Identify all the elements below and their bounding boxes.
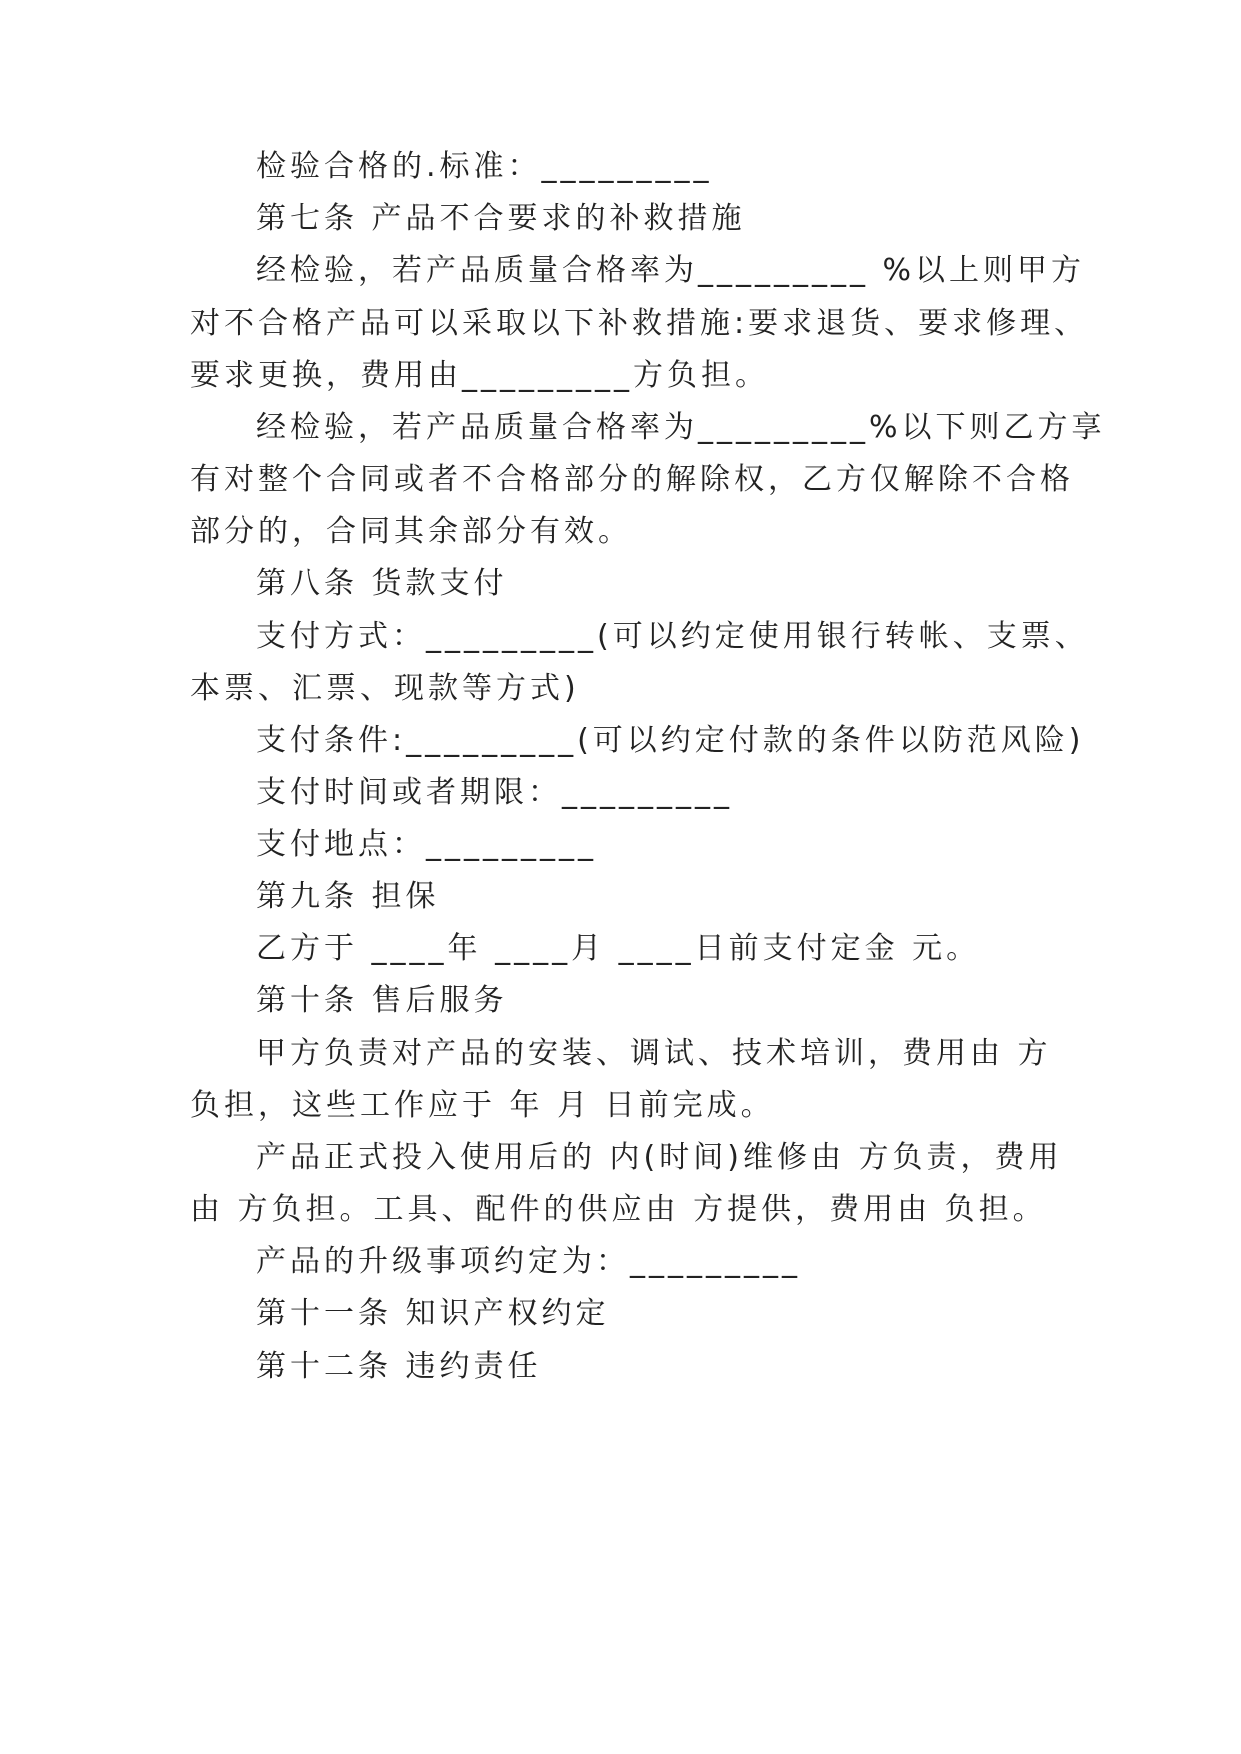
section-heading-10: 第十条 售后服务 — [256, 983, 508, 1018]
section-heading-11: 第十一条 知识产权约定 — [256, 1296, 610, 1331]
text-line: 对不合格产品可以采取以下补救措施:要求退货、要求修理、 — [190, 306, 1089, 341]
text-line: 有对整个合同或者不合格部分的解除权，乙方仅解除不合格 — [190, 462, 1074, 497]
text-line: 由 方负担。工具、配件的供应由 方提供，费用由 负担。 — [190, 1192, 1047, 1227]
text-line: 经检验，若产品质量合格率为_________%以下则乙方享 — [256, 410, 1106, 445]
text-line: 乙方于 ____年 ____月 ____日前支付定金 元。 — [256, 931, 981, 966]
text-line: 本票、汇票、现款等方式) — [190, 671, 580, 706]
text-line: 部分的，合同其余部分有效。 — [190, 514, 632, 549]
text-line: 支付地点：_________ — [256, 827, 597, 862]
text-line: 产品正式投入使用后的 内(时间)维修由 方负责，费用 — [256, 1140, 1063, 1175]
section-heading-12: 第十二条 违约责任 — [256, 1349, 542, 1384]
text-line: 支付时间或者期限：_________ — [256, 775, 733, 810]
text-line: 产品的升级事项约定为：_________ — [256, 1244, 801, 1279]
text-line: 甲方负责对产品的安装、调试、技术培训，费用由 方 — [256, 1036, 1052, 1071]
text-line: 经检验，若产品质量合格率为_________ %以上则甲方 — [256, 253, 1086, 288]
text-line: 要求更换，费用由_________方负担。 — [190, 358, 769, 393]
text-line: 支付条件:_________(可以约定付款的条件以防范风险) — [256, 723, 1085, 758]
text-line: 支付方式：_________(可以约定使用银行转帐、支票、 — [256, 619, 1089, 654]
section-heading-8: 第八条 货款支付 — [256, 566, 508, 601]
text-line: 负担，这些工作应于 年 月 日前完成。 — [190, 1088, 775, 1123]
section-heading-9: 第九条 担保 — [256, 879, 440, 914]
text-line: 检验合格的.标准：_________ — [256, 149, 713, 184]
section-heading-7: 第七条 产品不合要求的补救措施 — [256, 201, 746, 236]
